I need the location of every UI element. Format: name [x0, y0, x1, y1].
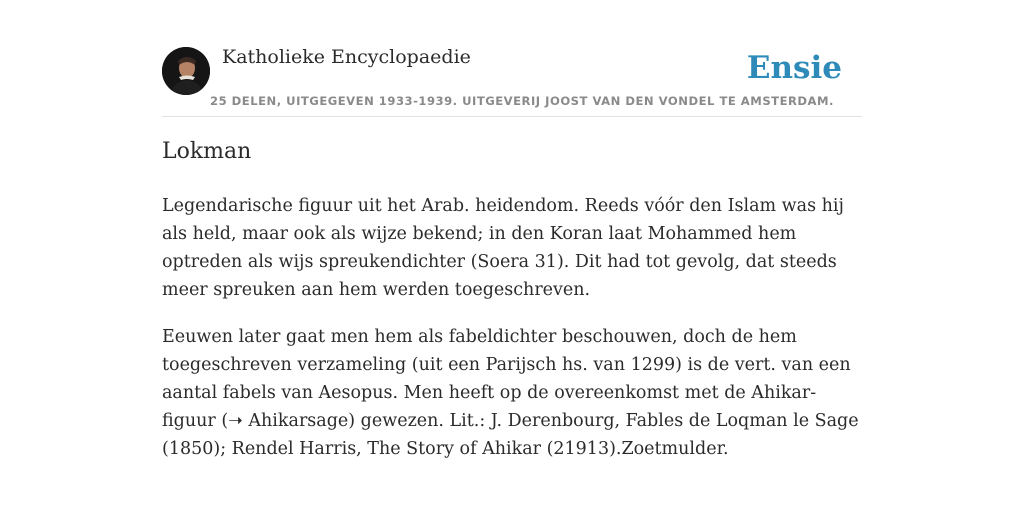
page-container [162, 0, 862, 459]
portrait-icon[interactable] [162, 47, 210, 95]
entry-paragraph: Legendarische figuur uit het Arab. heidendom. Reeds vóór den Islam was hij als held, maar ook als wijze bekend; in den Koran laat Mohammed hem optreden als wijs spreukendichter (Soera 31). Dit had tot gevolg, dat steeds meer spreuken aan hem werden toegeschreven. [162, 196, 844, 300]
entry-title: Lokman [162, 139, 252, 164]
entry-paragraph: Eeuwen later gaat men hem als fabeldichter beschouwen, doch de hem toegeschreven verzameling (uit een Parijsch hs. van 1299) is de vert. van een aantal fabels van Aesopus. Men heeft op de overeenkomst met de Ahikar-figuur (➝ Ahikarsage) gewezen. Lit.: J. Derenbourg, Fables de Loqman le Sage (1850); Rendel Harris, The Story of Ahikar (21913).Zoetmulder. [162, 327, 859, 459]
publication-title[interactable]: Katholieke Encyclopaedie [222, 46, 471, 68]
entry-body [162, 192, 862, 482]
publication-subtitle: 25 DELEN, UITGEGEVEN 1933-1939. UITGEVERIJ JOOST VAN DEN VONDEL TE AMSTERDAM. [210, 94, 834, 108]
site-header [162, 0, 862, 117]
brand-logo[interactable]: Ensie [746, 50, 842, 86]
